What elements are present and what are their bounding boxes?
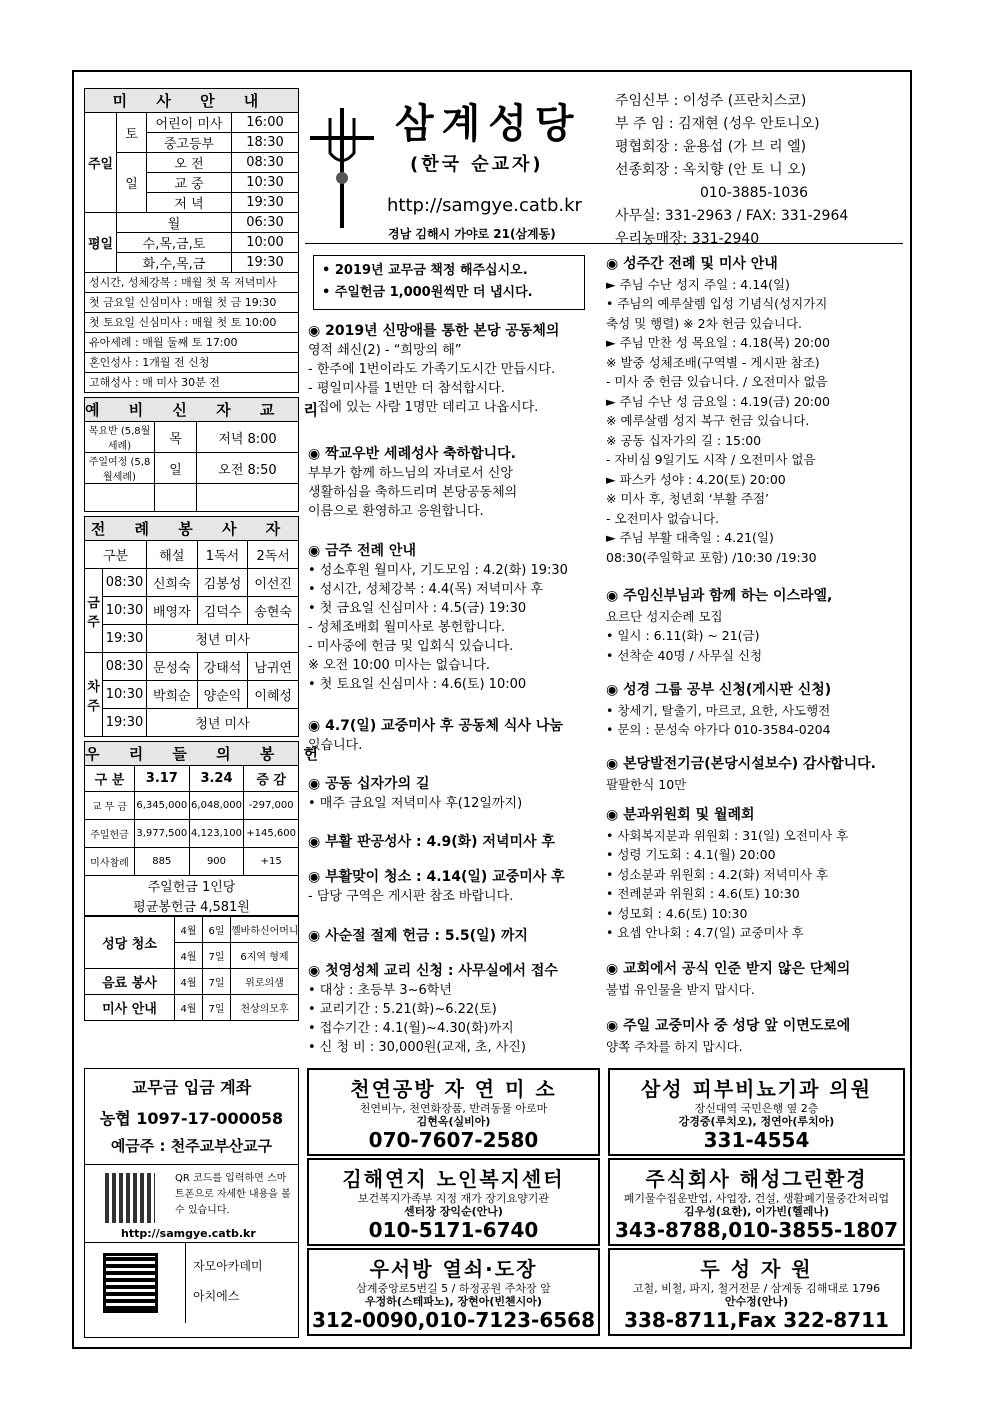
notice-section [606,681,906,740]
ad-desc: 고철, 비철, 파지, 철거전문 / 삼계동 김해대로 1796 [632,1282,881,1295]
notice-section [606,1017,906,1056]
notice-line: • 창세기, 탈출기, 마르코, 요한, 사도행전 [606,702,831,718]
notice-section [308,868,600,906]
offering-cell: 주일헌금 [85,820,135,848]
cat-cell: 목 [155,422,197,453]
ad-name: 두 성 자 원 [700,1257,813,1281]
servers-table [84,516,299,737]
notice-line: • 일시 : 6.11(화) ~ 21(금) [606,628,760,643]
mass-cell: 06:30 [232,213,299,233]
notice-line: - 집에 있는 사람 1명만 데리고 나옵시다. [308,400,539,415]
notice-line: • 성령 기도회 : 4.1(월) 20:00 [606,847,776,862]
notice-section [308,322,600,417]
duty-cell: 4월 [175,943,203,969]
notice-heading: ◉ 부활맞이 청소 : 4.14(일) 교중미사 후 [308,869,565,885]
ad-phone: 338-8711,Fax 322-8711 [624,1308,889,1332]
catechism-table [84,397,331,512]
duty-cell: 꼘바하신어머니 [231,917,299,943]
notice-line: • 주님의 예루살렘 입성 기념식(성지가지 [606,296,828,311]
ad-box [307,1248,600,1336]
ad-owner: 안수정(안나) [724,1295,789,1308]
notice-heading: ◉ 부활 판공성사 : 4.9(화) 저녁미사 후 [308,834,555,850]
notice-line: • 접수기간 : 4.1(월)~4.30(화)까지 [308,1021,514,1036]
ad-name: 삼성 피부비뇨기과 의원 [640,1077,873,1101]
notice-line: ► 주님 부활 대축일 : 4.21(일) [606,530,774,545]
weekday-label: 평일 [85,213,117,273]
church-address: 경남 김해시 가야로 21(삼계동) [388,227,556,241]
notice-line: - 한주에 1번이라도 가족기도시간 만듭시다. [308,362,556,377]
mass-cell: 16:00 [232,113,299,133]
notice-line: • 성소후원 월미사, 기도모임 : 4.2(화) 19:30 [308,563,568,578]
server-cell: 청년 미사 [147,709,299,737]
ad-desc: 장신대역 국민은행 옆 2층 [694,1102,819,1115]
offering-cell: -297,000 [244,792,299,820]
server-cell: 08:30 [103,653,147,681]
ad-phone: 343-8788,010-3855-1807 [615,1218,898,1242]
server-cell: 송현숙 [248,597,299,625]
mass-table [84,88,299,273]
offering-cell: 3,977,500 [135,820,190,848]
notice-heading: ◉ 첫영성체 교리 신청 : 사무실에서 접수 [308,963,558,979]
info-line: 사무실: 331-2963 / FAX: 331-2964 [615,208,849,224]
mass-note: 첫 금요일 신심미사 : 매월 첫 금 19:30 [84,293,299,313]
notice-line: • 신 청 비 : 30,000원(교재, 초, 사진) [308,1040,526,1055]
mass-cell: 19:30 [232,193,299,213]
mass-cell: 18:30 [232,133,299,153]
notice-heading: ◉ 분과위원회 및 월례회 [606,807,755,823]
notice-section [606,255,906,567]
notice-line: - 오전미사 없습니다. [606,510,720,526]
church-url[interactable]: http://samgye.catb.kr [387,195,582,216]
notice-line: • 성소분과 위원회 : 4.2(화) 저녁미사 후 [606,866,829,882]
info-line: 주임신부 : 이성주 (프란치스코) [615,93,807,109]
offering-head: 구 분 [85,766,135,792]
catechism-title: 예 비 신 자 교 리 [85,398,299,422]
server-cell: 08:30 [103,569,147,597]
notice-heading: ◉ 공동 십자가의 길 [308,776,430,792]
ad-box [307,1068,600,1156]
info-line: 010-3885-1036 [700,185,809,201]
cross-logo-icon [310,108,374,228]
server-cell: 문성숙 [147,653,198,681]
server-cell: 10:30 [103,681,147,709]
notice-heading: ◉ 짝교우반 세례성사 축하합니다. [308,446,516,462]
notice-heading: ◉ 주임신부님과 함께 하는 이스라엘, [606,588,833,604]
ad-phone: 331-4554 [703,1128,810,1152]
mass-cell: 08:30 [232,153,299,173]
mass-cell: 화,수,목,금 [117,253,232,273]
notice-line: 생활하심을 축하드리며 본당공동체의 [308,485,518,500]
offering-head: 증 감 [244,766,299,792]
notice-heading: ◉ 성주간 전례 및 미사 안내 [606,256,778,272]
offering-cell: +15 [244,848,299,876]
notice-line: - 미사 중 헌금 있습니다. / 오전미사 없음 [606,374,828,389]
notice-box [313,255,585,310]
notice-line: - 성체조배회 월미사로 봉헌합니다. [308,620,506,635]
cat-cell: 저녁 8:00 [197,422,299,453]
server-cell: 강태석 [197,653,248,681]
server-cell: 양순익 [197,681,248,709]
ad-box [608,1248,905,1336]
notice-section [606,755,906,794]
duty-cell: 7일 [203,969,231,995]
staff-info [615,90,848,251]
info-line: 부 주 임 : 김재현 (성우 안토니오) [615,116,820,132]
qr-code-2-icon[interactable] [103,1253,158,1313]
notice-line: ※ 공동 십자가의 길 : 15:00 [606,432,762,448]
ad-phone: 312-0090,010-7123-6568 [312,1308,595,1332]
notice-line: ※ 예루살렘 성지 복구 헌금 있습니다. [606,413,810,428]
ad-desc: 천연비누, 천연화장품, 반려동물 아로마 [359,1102,548,1115]
notice-line: ※ 오전 10:00 미사는 없습니다. [308,658,491,673]
offering-head: 3.24 [189,766,244,792]
cat-cell: 목요반 (5,8월세례) [85,422,155,453]
notice-section [606,806,906,943]
ad-box [307,1158,600,1246]
notice-section [606,587,906,665]
mass-cell: 10:30 [232,173,299,193]
ad-name: 천연공방 자 연 미 소 [350,1077,557,1101]
notice-heading: ◉ 사순절 절제 헌금 : 5.5(일) 까지 [308,928,528,944]
server-cell: 이선진 [248,569,299,597]
notice-line: 불법 유인물을 받지 맙시다. [606,981,755,997]
offering-cell: 교 무 금 [85,792,135,820]
notice-line: • 사회복지분과 위원회 : 31(일) 오전미사 후 [606,827,849,843]
day-label: 일 [117,153,147,213]
notice-heading: ◉ 금주 전례 안내 [308,543,416,559]
notice-line: • 선착순 40명 / 사무실 신청 [606,647,763,663]
mass-note: 유아세례 : 매월 둘째 토 17:00 [84,333,299,353]
notice-line: 영적 쇄신(2) - “희망의 해” [308,343,462,358]
notice-section [308,775,600,813]
notice-line: • 요셉 안나회 : 4.7(일) 교중미사 후 [606,925,804,940]
ad-desc: 보건복지가족부 지정 재가 장기요양기관 [357,1192,550,1205]
notice-line: 이름으로 환영하고 응원합니다. [308,504,484,519]
ad-desc: 폐기물수집운반업, 사업장, 건설, 생활폐기물중간처리업 [623,1192,890,1205]
notice-line: • 성시간, 성체강복 : 4.4(목) 저녁미사 후 [308,582,544,597]
notice-line: 양쪽 주차를 하지 맙시다. [606,1038,743,1054]
duty-cell: 4월 [175,995,203,1021]
mass-cell: 어린이 미사 [147,113,232,133]
info-line: 선종회장 : 옥치향 (안 토 니 오) [615,162,807,178]
notice-section [308,962,600,1057]
notice-heading: ◉ 2019년 신망애를 통한 본당 공동체의 [308,323,560,339]
notice-line: ► 주님 수난 성지 주일 : 4.14(일) [606,276,790,292]
server-cell: 19:30 [103,709,147,737]
server-cell: 신희숙 [147,569,198,597]
server-cell: 이혜성 [248,681,299,709]
ad-owner: 김우성(요한), 이가빈(헬레나) [683,1205,829,1218]
offering-table [84,741,331,916]
next-week-label: 차주 [85,653,103,737]
notice-line: • 첫 금요일 신심미사 : 4.5(금) 19:30 [308,601,527,616]
duty-label: 성당 청소 [85,917,175,969]
qr-url[interactable]: http://samgye.catb.kr [121,1227,256,1240]
server-cell: 19:30 [103,625,147,653]
mass-cell: 저 녁 [147,193,232,213]
notice-line: 있습니다. [308,738,363,753]
ad-owner: 센터장 장익순(안나) [404,1205,503,1218]
this-week-label: 금주 [85,569,103,653]
ad-name: 주식회사 해성그린환경 [645,1167,868,1191]
notice-line: - 미사중에 헌금 및 입회식 있습니다. [308,639,514,654]
account-box [84,1068,299,1338]
duty-cell: 4월 [175,969,203,995]
ad-name: 우서방 열쇠·도장 [369,1257,538,1281]
notice-line: 요르단 성지순례 모집 [606,608,723,624]
notice-line: • 첫 토요일 신심미사 : 4.6(토) 10:00 [308,677,527,692]
duty-cell: 7일 [203,943,231,969]
mass-cell: 10:00 [232,233,299,253]
ad-owner: 강경중(루치오), 정연아(루치아) [678,1115,835,1128]
notice-line: ※ 미사 후, 청년회 ‘부활 주점’ [606,491,770,506]
mass-note: 혼인성사 : 1개월 전 신청 [84,353,299,373]
qr-caption: QR 코드를 입력하면 스마트폰으로 자세한 내용을 볼 수 있습니다. [175,1173,291,1216]
server-cell: 박희순 [147,681,198,709]
notice-line: ※ 발중 성체조배(구역별 - 게시판 참조) [606,354,820,370]
cat-cell: 오전 8:50 [197,453,299,484]
notice-line: - 평일미사를 1번만 더 참석합시다. [308,381,505,396]
notice-section [308,717,600,755]
notice-section [308,833,600,852]
offering-avg: 평균봉헌금 4,581원 [85,896,299,916]
info-line: 우리농매장: 331-2940 [615,231,760,247]
mass-cell: 교 중 [147,173,232,193]
ad-desc: 삼계중앙로5번길 5 / 하정공원 주차장 앞 [356,1282,551,1295]
notice-heading: ◉ 4.7(일) 교중미사 후 공동체 식사 나눔 [308,718,563,734]
account-title: 교무금 입금 계좌 [131,1078,252,1097]
account-number: 농협 1097-17-000058 [99,1109,284,1128]
sunday-label: 주일 [85,113,117,213]
notice-section [308,445,600,521]
offering-cell: 885 [135,848,190,876]
duty-cell: 6지역 형제 [231,943,299,969]
duty-cell: 6일 [203,917,231,943]
ad-phone: 010-5171-6740 [368,1218,539,1242]
mass-cell: 중고등부 [147,133,232,153]
qr-code-icon[interactable] [105,1173,155,1223]
sponsor-2: 아치에스 [193,1289,240,1303]
offering-cell: +145,600 [244,820,299,848]
offering-cell: 4,123,100 [189,820,244,848]
cat-cell: 주일여정 (5,8월세례) [85,453,155,484]
servers-head: 2독서 [248,541,299,569]
offering-avg: 주일헌금 1인당 [85,876,299,896]
servers-head: 1독서 [197,541,248,569]
server-cell: 10:30 [103,597,147,625]
account-owner: 예금주 : 천주교부산교구 [110,1137,273,1155]
server-cell: 김봉성 [197,569,248,597]
cat-cell: 일 [155,453,197,484]
mass-note: 고해성사 : 매 미사 30분 전 [84,373,299,393]
notice-line: • 교리기간 : 5.21(화)~6.22(토) [308,1002,497,1017]
notice-heading: ◉ 성경 그룹 공부 신청(게시판 신청) [606,682,832,698]
duty-cell: 위로의샘 [231,969,299,995]
offering-cell: 6,345,000 [135,792,190,820]
sat-label: 토 [117,113,147,153]
offering-head: 3.17 [135,766,190,792]
servers-head: 구분 [85,541,147,569]
ad-owner: 김현옥(실비아) [416,1115,491,1128]
notice-line: ► 파스카 성야 : 4.20(토) 20:00 [606,471,786,487]
notice-line: 부부가 함께 하느님의 자녀로서 신앙 [308,466,513,481]
duty-label: 미사 안내 [85,995,175,1021]
ad-phone: 070-7607-2580 [368,1128,539,1152]
mass-cell: 19:30 [232,253,299,273]
mass-cell: 수,목,금,토 [117,233,232,253]
duty-cell: 7일 [203,995,231,1021]
left-column [84,88,331,1021]
church-subtitle: (한국 순교자) [410,154,544,175]
notice-section [308,927,600,946]
ad-name: 김해연지 노인복지센터 [342,1167,565,1191]
mass-cell: 월 [117,213,232,233]
notice-heading: ◉ 본당발전기금(본당시설보수) 감사합니다. [606,756,876,772]
notice-line: • 문의 : 문성숙 아가다 010-3584-0204 [606,722,831,737]
servers-title: 전 례 봉 사 자 [85,517,299,541]
offering-cell: 미사참례 [85,848,135,876]
info-line: 평협회장 : 윤용섭 (가 브 리 엘) [615,139,807,155]
offering-cell: 900 [189,848,244,876]
church-title: 삼계성당 [395,101,582,147]
notice-section [606,960,906,999]
notice-line: 축성 및 행렬) ※ 2차 헌금 있습니다. [606,315,803,331]
header-divider [305,243,903,244]
mass-cell: 오 전 [147,153,232,173]
notice-heading: ◉ 교회에서 공식 인준 받지 않은 단체의 [606,961,851,977]
notice-line: - 자비심 9일기도 시작 / 오전미사 없음 [606,452,816,467]
mass-note: 첫 토요일 신심미사 : 매월 첫 토 10:00 [84,313,299,333]
duty-table [84,916,299,1021]
server-cell: 김덕수 [197,597,248,625]
ad-box [608,1158,905,1246]
notice-line: 08:30(주일학교 포함) /10:30 /19:30 [606,549,817,565]
server-cell: 청년 미사 [147,625,299,653]
duty-label: 음료 봉사 [85,969,175,995]
server-cell: 배영자 [147,597,198,625]
offering-cell: 6,048,000 [189,792,244,820]
offering-title: 우 리 들 의 봉 헌 [85,742,299,766]
notice-section [308,542,600,694]
mass-title: 미 사 안 내 [85,89,299,113]
notice-line: - 담당 구역은 게시판 참조 바랍니다. [308,889,514,904]
duty-cell: 천상의모후 [231,995,299,1021]
notice-line: ► 주님 만찬 성 목요일 : 4.18(목) 20:00 [606,335,830,350]
notice-line: 팔팔한식 10만 [606,776,687,792]
notice-line: • 대상 : 초등부 3~6학년 [308,983,452,998]
notice-line: • 주일헌금 1,000원씩만 더 냅시다. [322,285,533,300]
notice-line: ► 주님 수난 성 금요일 : 4.19(금) 20:00 [606,393,830,409]
ad-box [608,1068,905,1156]
server-cell: 남귀연 [248,653,299,681]
sponsor-1: 자모아카데미 [193,1259,263,1273]
ad-owner: 우정하(스테파노), 장현아(빈첸시아) [365,1295,542,1308]
notice-line: • 2019년 교무금 책정 해주십시오. [322,263,528,278]
mass-note: 성시간, 성체강복 : 매월 첫 목 저녁미사 [84,273,299,293]
servers-head: 해설 [147,541,198,569]
notice-heading: ◉ 주일 교중미사 중 성당 앞 이면도로에 [606,1018,851,1034]
notice-line: • 성모회 : 4.6(토) 10:30 [606,905,748,921]
notice-line: • 전례분과 위원회 : 4.6(토) 10:30 [606,886,800,901]
duty-cell: 4월 [175,917,203,943]
notice-line: • 매주 금요일 저녁미사 후(12일까지) [308,796,523,811]
